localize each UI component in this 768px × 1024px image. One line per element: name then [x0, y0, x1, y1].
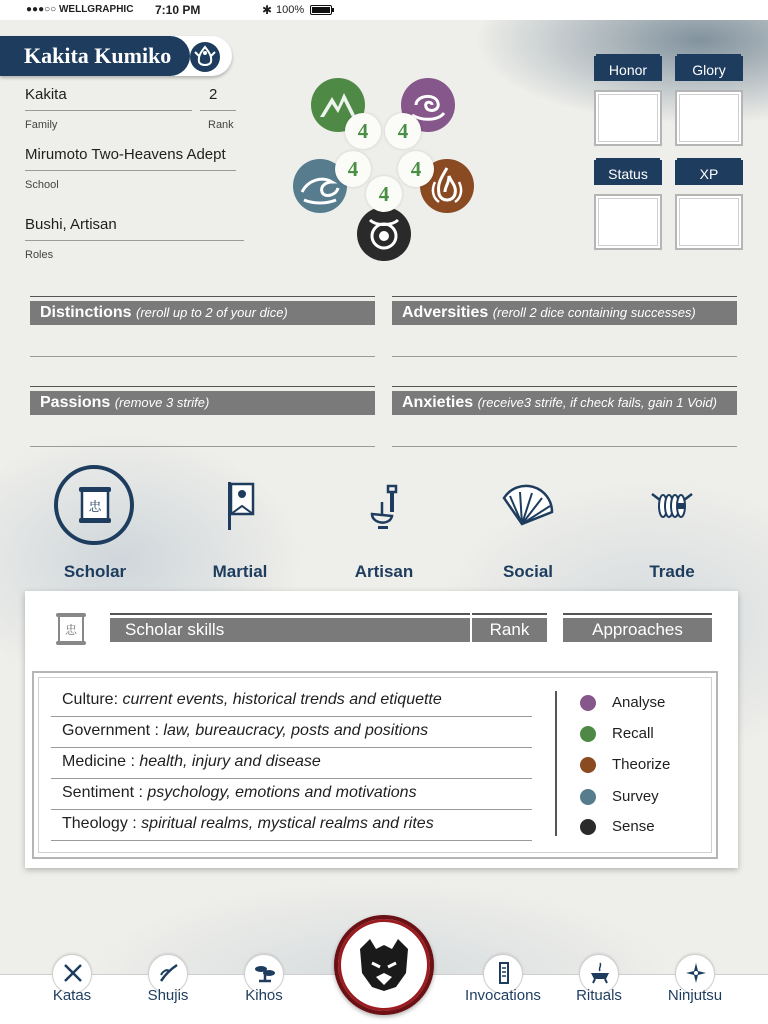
fire-ring-icon	[580, 757, 596, 773]
skill-name: Theology :	[62, 815, 137, 832]
skill-row-medicine[interactable]	[51, 748, 532, 779]
skill-name: Government :	[62, 722, 159, 739]
panel-title: Scholar skills	[110, 618, 470, 642]
family-label: Family	[25, 119, 58, 131]
water-ring-icon	[580, 789, 596, 805]
tab-label: Kihos	[245, 987, 283, 1004]
coin-string-icon	[650, 488, 694, 524]
battery-percent: 100%	[276, 4, 305, 16]
bluetooth-icon: ✱	[262, 3, 273, 17]
rank-value: 2	[209, 86, 218, 103]
roles-label: Roles	[25, 249, 54, 261]
anxieties-title: Anxieties	[402, 394, 474, 411]
rank-header-rule	[472, 613, 547, 615]
approach-label: Recall	[612, 725, 654, 742]
school-value: Mirumoto Two-Heavens Adept	[25, 146, 226, 163]
distinctions-entry-line[interactable]	[30, 356, 375, 357]
earth-ring-icon	[580, 726, 596, 742]
skill-description: health, injury and disease	[139, 753, 321, 770]
distinctions-title: Distinctions	[40, 304, 132, 321]
passions-header	[30, 391, 375, 415]
skill-group-label: Social	[502, 562, 554, 581]
adversities-note: (reroll 2 dice containing successes)	[492, 305, 696, 320]
status-time: 7:10 PM	[155, 3, 201, 17]
tab-label: Shujis	[147, 987, 189, 1004]
glory-box[interactable]	[675, 90, 743, 146]
panel-title-rule	[110, 613, 470, 615]
approaches-header: Approaches	[563, 618, 712, 642]
anxieties-entry-line[interactable]	[392, 446, 737, 447]
distinctions-note: (reroll up to 2 of your dice)	[136, 305, 288, 320]
water-ring-value: 4	[335, 151, 371, 187]
skill-description: current events, historical trends and etiquette	[122, 691, 442, 708]
status-box[interactable]	[594, 194, 662, 250]
skill-row-government[interactable]	[51, 717, 532, 748]
skill-group-label: Trade	[649, 562, 695, 581]
skill-name: Medicine :	[62, 753, 135, 770]
void-ring-value: 4	[366, 176, 402, 212]
tab-label: Katas	[52, 987, 92, 1004]
rank-label: Rank	[208, 119, 234, 131]
tab-label: Invocations	[465, 987, 541, 1004]
battery-icon	[310, 5, 332, 15]
passions-title: Passions	[40, 394, 111, 411]
fire-ring-value: 4	[398, 151, 434, 187]
skill-group-label: Martial	[212, 562, 268, 581]
approach-label: Theorize	[612, 756, 671, 773]
character-name-banner[interactable]	[0, 36, 232, 76]
xp-box[interactable]	[675, 194, 743, 250]
status-bar	[0, 0, 768, 20]
skill-description: spiritual realms, mystical realms and rites	[141, 815, 434, 832]
skill-group-label: Scholar	[63, 562, 127, 581]
column-separator	[555, 691, 557, 836]
xp-header: XP	[675, 160, 743, 185]
passions-note: (remove 3 strife)	[114, 395, 210, 410]
skill-group-label: Artisan	[354, 562, 414, 581]
tab-label: Rituals	[576, 987, 622, 1004]
earth-ring-value: 4	[345, 113, 381, 149]
approach-label: Analyse	[612, 694, 666, 711]
crane-clan-mon-icon	[190, 42, 220, 72]
approach-label: Survey	[612, 788, 659, 805]
rank-underline	[200, 110, 236, 111]
scroll-icon	[73, 483, 117, 527]
rank-header: Rank	[472, 618, 547, 642]
scroll-icon	[53, 610, 89, 648]
roles-underline	[25, 240, 244, 241]
character-name: Kakita Kumiko	[0, 36, 190, 76]
status-header: Status	[594, 160, 662, 185]
carrier-name: ●●●○○ WELLGRAPHIC	[26, 4, 134, 15]
roles-value: Bushi, Artisan	[25, 216, 117, 233]
anxieties-header	[392, 391, 737, 415]
air-ring-value: 4	[385, 113, 421, 149]
svg-text:忠: 忠	[64, 623, 78, 637]
adversities-rule	[392, 296, 737, 297]
air-ring-icon	[580, 695, 596, 711]
skill-row-theology[interactable]	[51, 810, 532, 841]
skill-row-culture[interactable]	[51, 686, 532, 717]
void-ring-icon	[580, 819, 596, 835]
skill-row-sentiment[interactable]	[51, 779, 532, 810]
honor-header: Honor	[594, 56, 662, 81]
passions-entry-line[interactable]	[30, 446, 375, 447]
fan-icon	[500, 484, 556, 528]
glory-header: Glory	[675, 56, 743, 81]
school-label: School	[25, 179, 59, 191]
passions-rule	[30, 386, 375, 387]
anxieties-rule	[392, 386, 737, 387]
skills-panel	[25, 591, 738, 868]
banner-icon	[222, 480, 262, 532]
distinctions-header	[30, 301, 375, 325]
tab-label: Ninjutsu	[667, 987, 723, 1004]
adversities-entry-line[interactable]	[392, 356, 737, 357]
family-underline	[25, 110, 192, 111]
svg-text:忠: 忠	[88, 500, 102, 515]
anxieties-note: (receive3 strife, if check fails, gain 1 Void)	[477, 395, 717, 410]
approaches-header-rule	[563, 613, 712, 615]
samurai-helmet-icon	[346, 927, 422, 1003]
adversities-title: Adversities	[402, 304, 489, 321]
approach-label: Sense	[612, 818, 655, 835]
ladle-icon	[364, 482, 404, 534]
skill-name: Culture:	[62, 691, 119, 708]
skill-description: law, bureaucracy, posts and positions	[163, 722, 429, 739]
center-action-button[interactable]	[334, 915, 434, 1015]
adversities-header	[392, 301, 737, 325]
skill-name: Sentiment :	[62, 784, 143, 801]
family-value: Kakita	[25, 86, 67, 103]
honor-box[interactable]	[594, 90, 662, 146]
school-underline	[25, 170, 236, 171]
skill-description: psychology, emotions and motivations	[147, 784, 417, 801]
void-ring-icon[interactable]	[356, 206, 412, 262]
distinctions-rule	[30, 296, 375, 297]
